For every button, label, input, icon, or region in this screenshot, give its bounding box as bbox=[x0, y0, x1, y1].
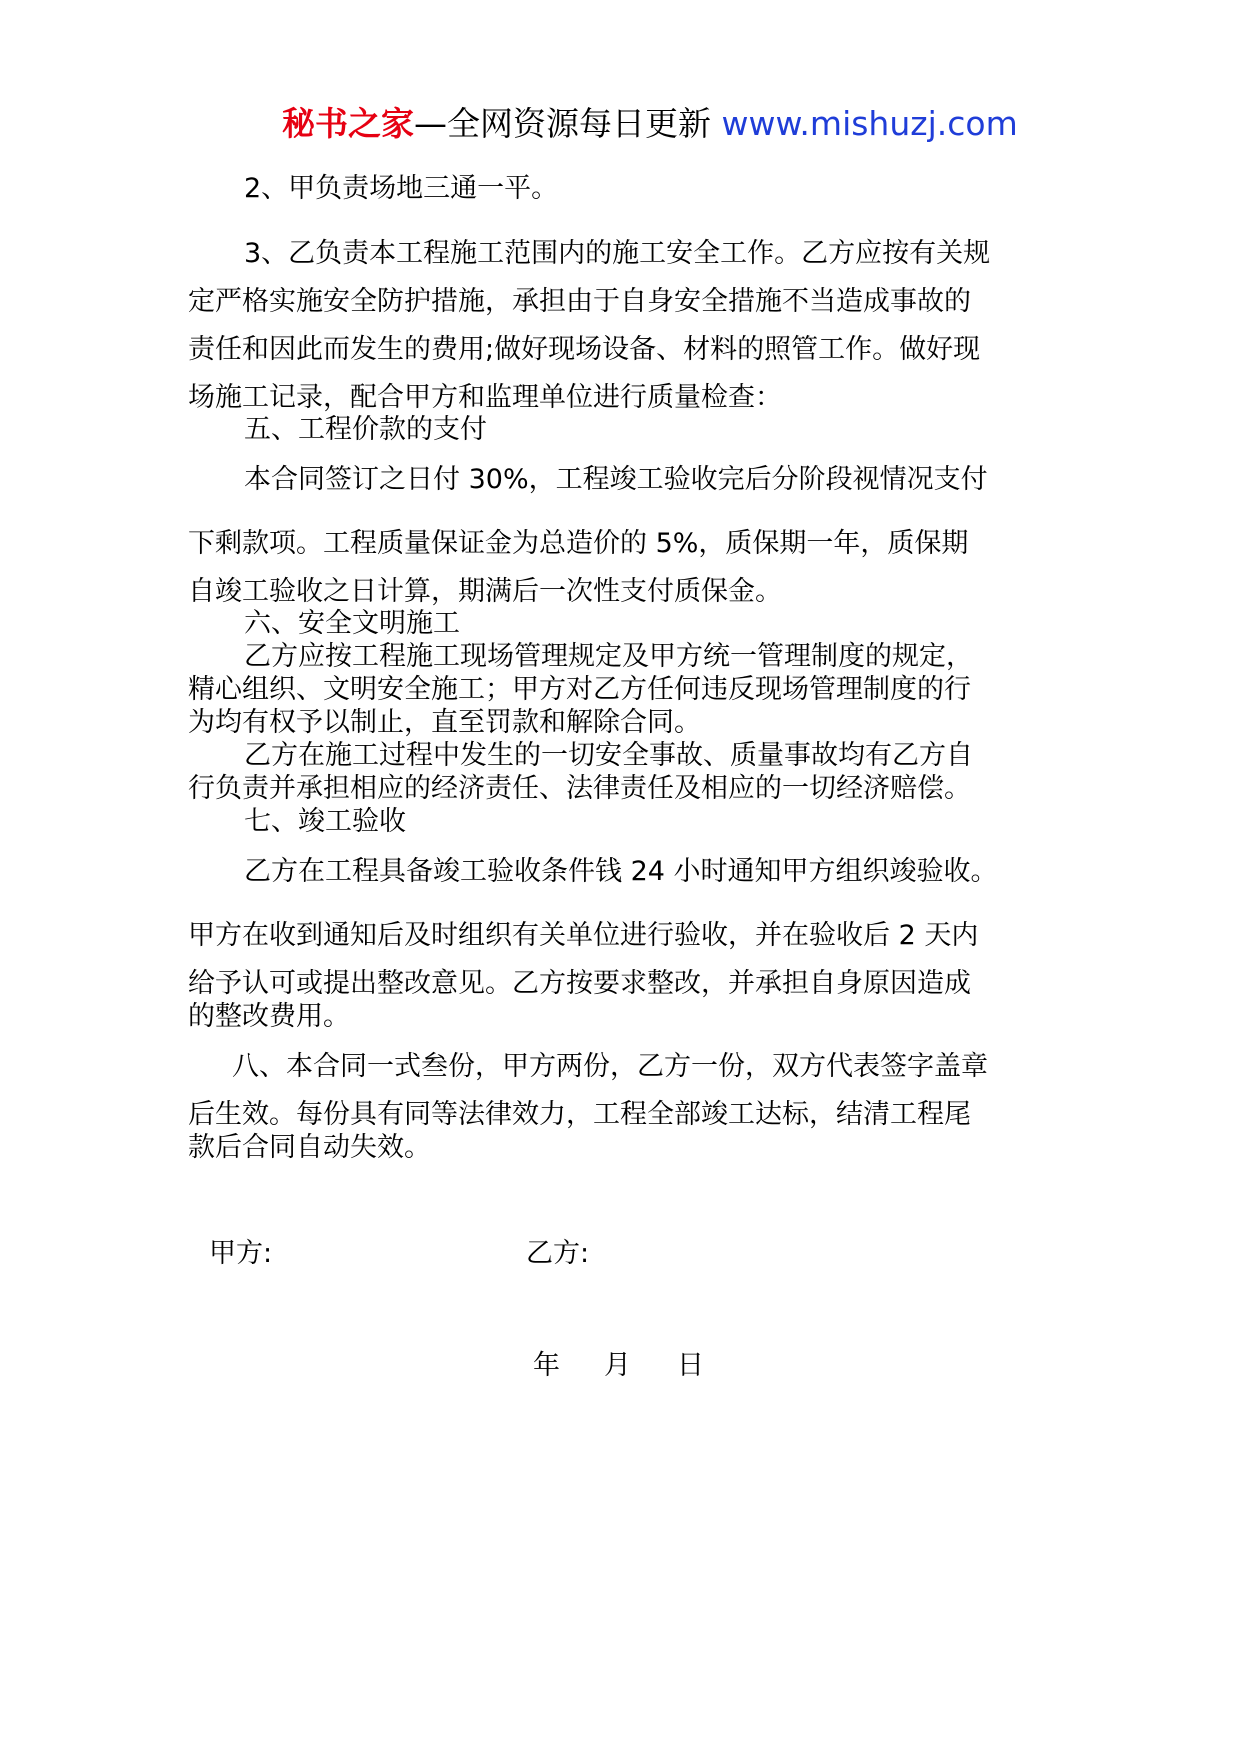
date-month-label: 月 bbox=[604, 1350, 631, 1381]
clause-line: 甲方在收到通知后及时组织有关单位进行验收，并在验收后 2 天内 bbox=[188, 920, 979, 951]
site-header bbox=[282, 104, 1018, 143]
clause-line: 定严格实施安全防护措施，承担由于自身安全措施不当造成事故的 bbox=[188, 286, 971, 317]
clause-line: 责任和因此而发生的费用;做好现场设备、材料的照管工作。做好现 bbox=[188, 334, 981, 365]
clause-line: 的整改费用。 bbox=[188, 1001, 350, 1032]
party-b-label: 乙方: bbox=[526, 1238, 590, 1269]
site-brand: 秘书之家 bbox=[282, 104, 414, 143]
date-year-label: 年 bbox=[533, 1350, 560, 1381]
section-heading: 六、安全文明施工 bbox=[244, 608, 460, 639]
clause-line: 后生效。每份具有同等法律效力，工程全部竣工达标，结清工程尾 bbox=[188, 1099, 971, 1130]
party-a-label: 甲方: bbox=[209, 1238, 273, 1269]
site-tagline: —全网资源每日更新 bbox=[414, 104, 711, 143]
clause-line: 2、甲负责场地三通一平。 bbox=[244, 173, 559, 204]
section-heading: 七、竣工验收 bbox=[244, 806, 406, 837]
clause-line: 精心组织、文明安全施工；甲方对乙方任何违反现场管理制度的行 bbox=[188, 674, 971, 705]
clause-line: 场施工记录，配合甲方和监理单位进行质量检查： bbox=[188, 382, 782, 413]
clause-line: 乙方在施工过程中发生的一切安全事故、质量事故均有乙方自 bbox=[244, 740, 973, 771]
clause-line: 本合同签订之日付 30%，工程竣工验收完后分阶段视情况支付 bbox=[244, 464, 988, 495]
clause-line: 乙方应按工程施工现场管理规定及甲方统一管理制度的规定， bbox=[244, 641, 973, 672]
date-day-label: 日 bbox=[677, 1350, 704, 1381]
clause-line: 3、乙负责本工程施工范围内的施工安全工作。乙方应按有关规 bbox=[244, 238, 991, 269]
clause-line: 款后合同自动失效。 bbox=[188, 1132, 431, 1163]
clause-line: 八、本合同一式叁份，甲方两份，乙方一份，双方代表签字盖章 bbox=[232, 1051, 988, 1082]
clause-line: 为均有权予以制止，直至罚款和解除合同。 bbox=[188, 707, 701, 738]
clause-line: 乙方在工程具备竣工验收条件钱 24 小时通知甲方组织竣验收。 bbox=[244, 856, 998, 887]
site-url[interactable]: www.mishuzj.com bbox=[711, 104, 1018, 143]
clause-line: 给予认可或提出整改意见。乙方按要求整改，并承担自身原因造成 bbox=[188, 968, 971, 999]
clause-line: 行负责并承担相应的经济责任、法律责任及相应的一切经济赔偿。 bbox=[188, 773, 971, 804]
section-heading: 五、工程价款的支付 bbox=[244, 414, 487, 445]
clause-line: 下剩款项。工程质量保证金为总造价的 5%，质保期一年，质保期 bbox=[188, 528, 969, 559]
clause-line: 自竣工验收之日计算，期满后一次性支付质保金。 bbox=[188, 576, 782, 607]
